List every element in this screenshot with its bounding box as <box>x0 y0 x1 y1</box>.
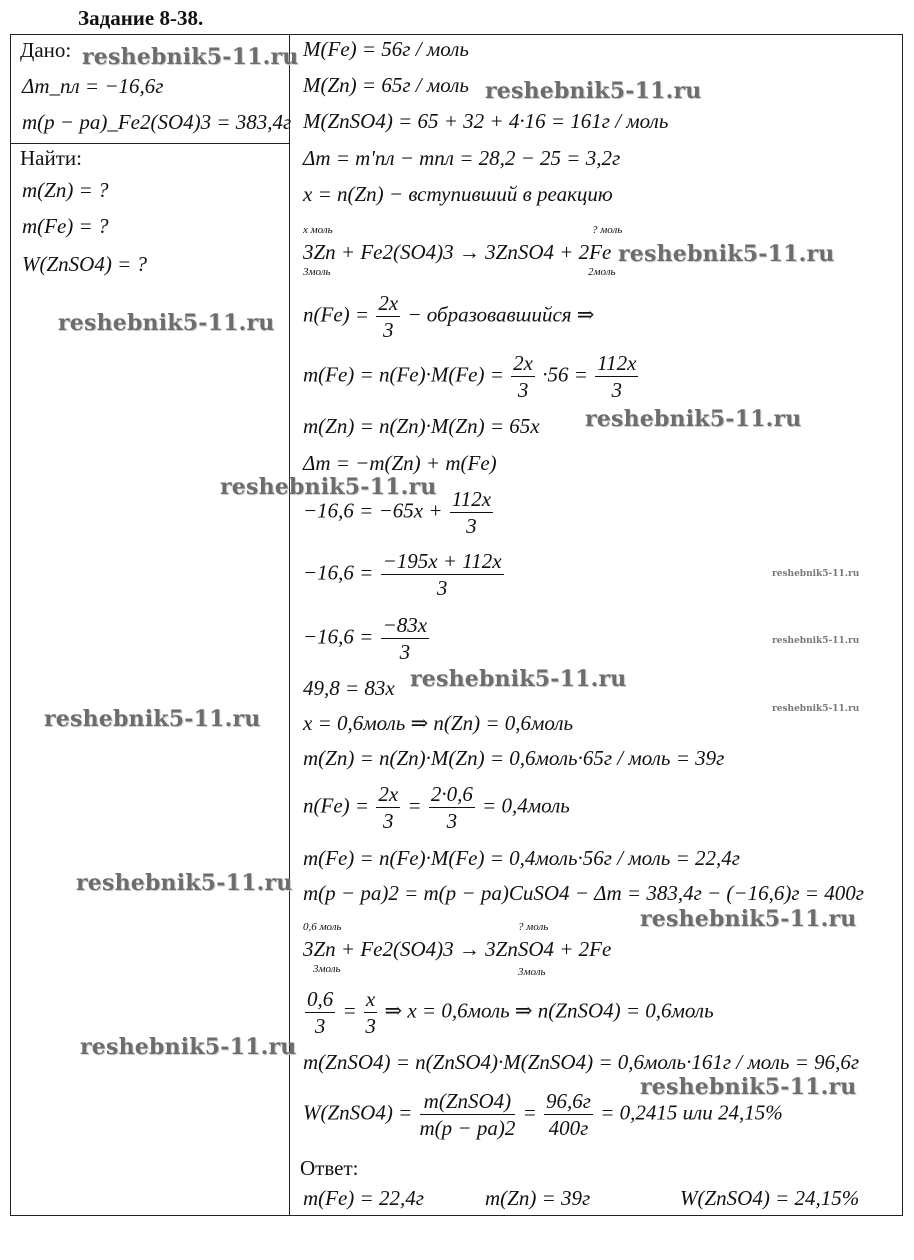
watermark: reshebnik5-11.ru <box>220 474 437 500</box>
m-znso4-result: m(ZnSO4) = n(ZnSO4)·M(ZnSO4) = 0,6моль·161г / моль = 96,6г <box>303 1050 860 1074</box>
n-fe-fraction <box>376 290 400 343</box>
prop-frac1 <box>305 986 335 1039</box>
watermark: reshebnik5-11.ru <box>58 310 275 336</box>
m-fe-den1: 3 <box>517 378 529 402</box>
m-fe-frac2 <box>595 350 638 403</box>
n-fe2-frac2 <box>429 781 475 834</box>
m-fe-left: m(Fe) = n(Fe)·M(Fe) = <box>303 362 504 387</box>
eq1-above-right: ? моль <box>592 224 623 236</box>
x-result: x = 0,6моль ⇒ n(Zn) = 0,6моль <box>303 711 574 735</box>
eq1-above-left: x моль <box>303 224 333 236</box>
step1-frac <box>450 486 493 539</box>
answer-zn: m(Zn) = 39г <box>485 1186 591 1210</box>
watermark: reshebnik5-11.ru <box>76 870 293 896</box>
watermark: reshebnik5-11.ru <box>82 44 299 70</box>
step3-den: 3 <box>399 640 411 664</box>
m-fe-num2: 112x <box>597 351 637 375</box>
step3-frac <box>381 612 430 665</box>
n-fe-right: − образовавшийся ⇒ <box>407 302 595 327</box>
n-fe-result <box>303 781 570 834</box>
n-fe-num: 2x <box>378 291 399 315</box>
step1-left: −16,6 = −65x + <box>303 498 443 523</box>
watermark: reshebnik5-11.ru <box>640 1074 857 1100</box>
n-fe-line <box>303 290 594 343</box>
w-frac2 <box>544 1088 593 1141</box>
answer-fe: m(Fe) = 22,4г <box>303 1186 424 1210</box>
equation-step-3 <box>303 612 431 665</box>
prop-den1: 3 <box>314 1014 326 1038</box>
molar-mass-znso4: M(ZnSO4) = 65 + 32 + 4·16 = 161г / моль <box>303 109 669 133</box>
m-fe-result: m(Fe) = n(Fe)·M(Fe) = 0,4моль·56г / моль = 22,4г <box>303 846 740 870</box>
eq2-above-right: ? моль <box>518 921 549 933</box>
find-zn-mass: m(Zn) = ? <box>22 178 109 202</box>
step2-frac <box>381 548 504 601</box>
find-znso4-fraction: W(ZnSO4) = ? <box>22 252 147 276</box>
m-fe-expression <box>303 350 640 403</box>
eq1-below-left: 3моль <box>303 266 331 278</box>
m-fe-num1: 2x <box>513 351 533 375</box>
prop-den2: 3 <box>365 1014 376 1038</box>
equation-step-2 <box>303 548 506 601</box>
step2-den: 3 <box>436 576 448 600</box>
find-fe-mass: m(Fe) = ? <box>22 214 109 238</box>
m-zn-result: m(Zn) = n(Zn)·M(Zn) = 0,6моль·65г / моль = 39г <box>303 746 725 770</box>
n-fe2-right: = 0,4моль <box>482 793 570 818</box>
n-fe2-den1: 3 <box>382 809 394 833</box>
eq2-below-left: 3моль <box>313 963 341 975</box>
eq1-below-right: 2моль <box>588 266 616 278</box>
w-frac1 <box>420 1088 516 1141</box>
step1-num: 112x <box>451 487 492 511</box>
n-fe-den: 3 <box>382 318 394 342</box>
prop-right: ⇒ x = 0,6моль ⇒ n(ZnSO4) = 0,6моль <box>384 998 714 1023</box>
n-fe2-num2: 2·0,6 <box>430 782 473 806</box>
n-fe2-eq: = <box>407 793 422 818</box>
step2-num: −195x + 112x <box>382 549 502 573</box>
step1-den: 3 <box>466 514 477 538</box>
prop-num1: 0,6 <box>307 987 334 1011</box>
step3-num: −83x <box>382 613 428 637</box>
watermark: reshebnik5-11.ru <box>410 666 627 692</box>
eq2-below-right: 3моль <box>518 966 546 978</box>
w-right: = 0,2415 или 24,15% <box>600 1100 783 1125</box>
proportion-line <box>303 986 714 1039</box>
prop-num2: x <box>365 987 376 1011</box>
n-fe2-num1: 2x <box>378 782 399 806</box>
molar-mass-zn: M(Zn) = 65г / моль <box>303 73 469 97</box>
answer-w: W(ZnSO4) = 24,15% <box>680 1186 860 1210</box>
answer-label: Ответ: <box>300 1156 359 1180</box>
n-fe-left: n(Fe) = <box>303 302 370 327</box>
watermark: reshebnik5-11.ru <box>80 1034 297 1060</box>
molar-mass-fe: M(Fe) = 56г / моль <box>303 37 469 61</box>
solution-mass-2: m(p − pa)2 = m(p − pa)CuSO4 − Δm = 383,4г − (−16,6)г = 400г <box>303 881 864 905</box>
find-label: Найти: <box>20 146 82 170</box>
step2-left: −16,6 = <box>303 560 374 585</box>
prop-eq: = <box>342 998 357 1023</box>
given-solution-mass: m(p − pa)_Fe2(SO4)3 = 383,4г <box>22 110 292 134</box>
reaction-equation-1: 3Zn + Fe2(SO4)3 → 3ZnSO4 + 2Fe <box>303 240 612 264</box>
delta-m-line: Δm = m'пл − mпл = 28,2 − 25 = 3,2г <box>303 146 621 170</box>
n-fe2-den2: 3 <box>446 809 458 833</box>
w-eq: = <box>522 1100 537 1125</box>
w-num2: 96,6г <box>546 1089 591 1113</box>
m-fe-frac1 <box>511 350 535 403</box>
step3-left: −16,6 = <box>303 624 374 649</box>
reaction-equation-2: 3Zn + Fe2(SO4)3 → 3ZnSO4 + 2Fe <box>303 937 612 961</box>
given-find-divider <box>10 143 290 144</box>
m-zn-expression: m(Zn) = n(Zn)·M(Zn) = 65x <box>303 414 540 438</box>
watermark: reshebnik5-11.ru <box>485 78 702 104</box>
w-den1: m(p − pa)2 <box>419 1116 516 1140</box>
watermark-small: reshebnik5-11.ru <box>772 636 860 646</box>
equation-step-4: 49,8 = 83x <box>303 676 395 700</box>
watermark-small: reshebnik5-11.ru <box>772 569 860 579</box>
given-label: Дано: <box>20 38 72 62</box>
n-fe2-left: n(Fe) = <box>303 793 370 818</box>
watermark: reshebnik5-11.ru <box>585 406 802 432</box>
w-den2: 400г <box>548 1116 589 1140</box>
watermark: reshebnik5-11.ru <box>44 706 261 732</box>
x-definition: x = n(Zn) − вступивший в реакцию <box>303 182 613 206</box>
prop-frac2 <box>364 986 377 1039</box>
delta-m-relation: Δm = −m(Zn) + m(Fe) <box>303 451 497 475</box>
m-fe-mid: ·56 = <box>542 362 588 387</box>
task-title: Задание 8-38. <box>78 6 204 30</box>
m-fe-den2: 3 <box>611 378 623 402</box>
watermark-small: reshebnik5-11.ru <box>772 704 860 714</box>
w-left: W(ZnSO4) = <box>303 1100 413 1125</box>
given-mass-change: Δm_пл = −16,6г <box>22 74 164 98</box>
eq2-above-left: 0,6 моль <box>303 921 342 933</box>
watermark: reshebnik5-11.ru <box>640 906 857 932</box>
w-num1: m(ZnSO4) <box>420 1088 516 1115</box>
n-fe2-frac1 <box>376 781 400 834</box>
watermark: reshebnik5-11.ru <box>618 241 835 267</box>
